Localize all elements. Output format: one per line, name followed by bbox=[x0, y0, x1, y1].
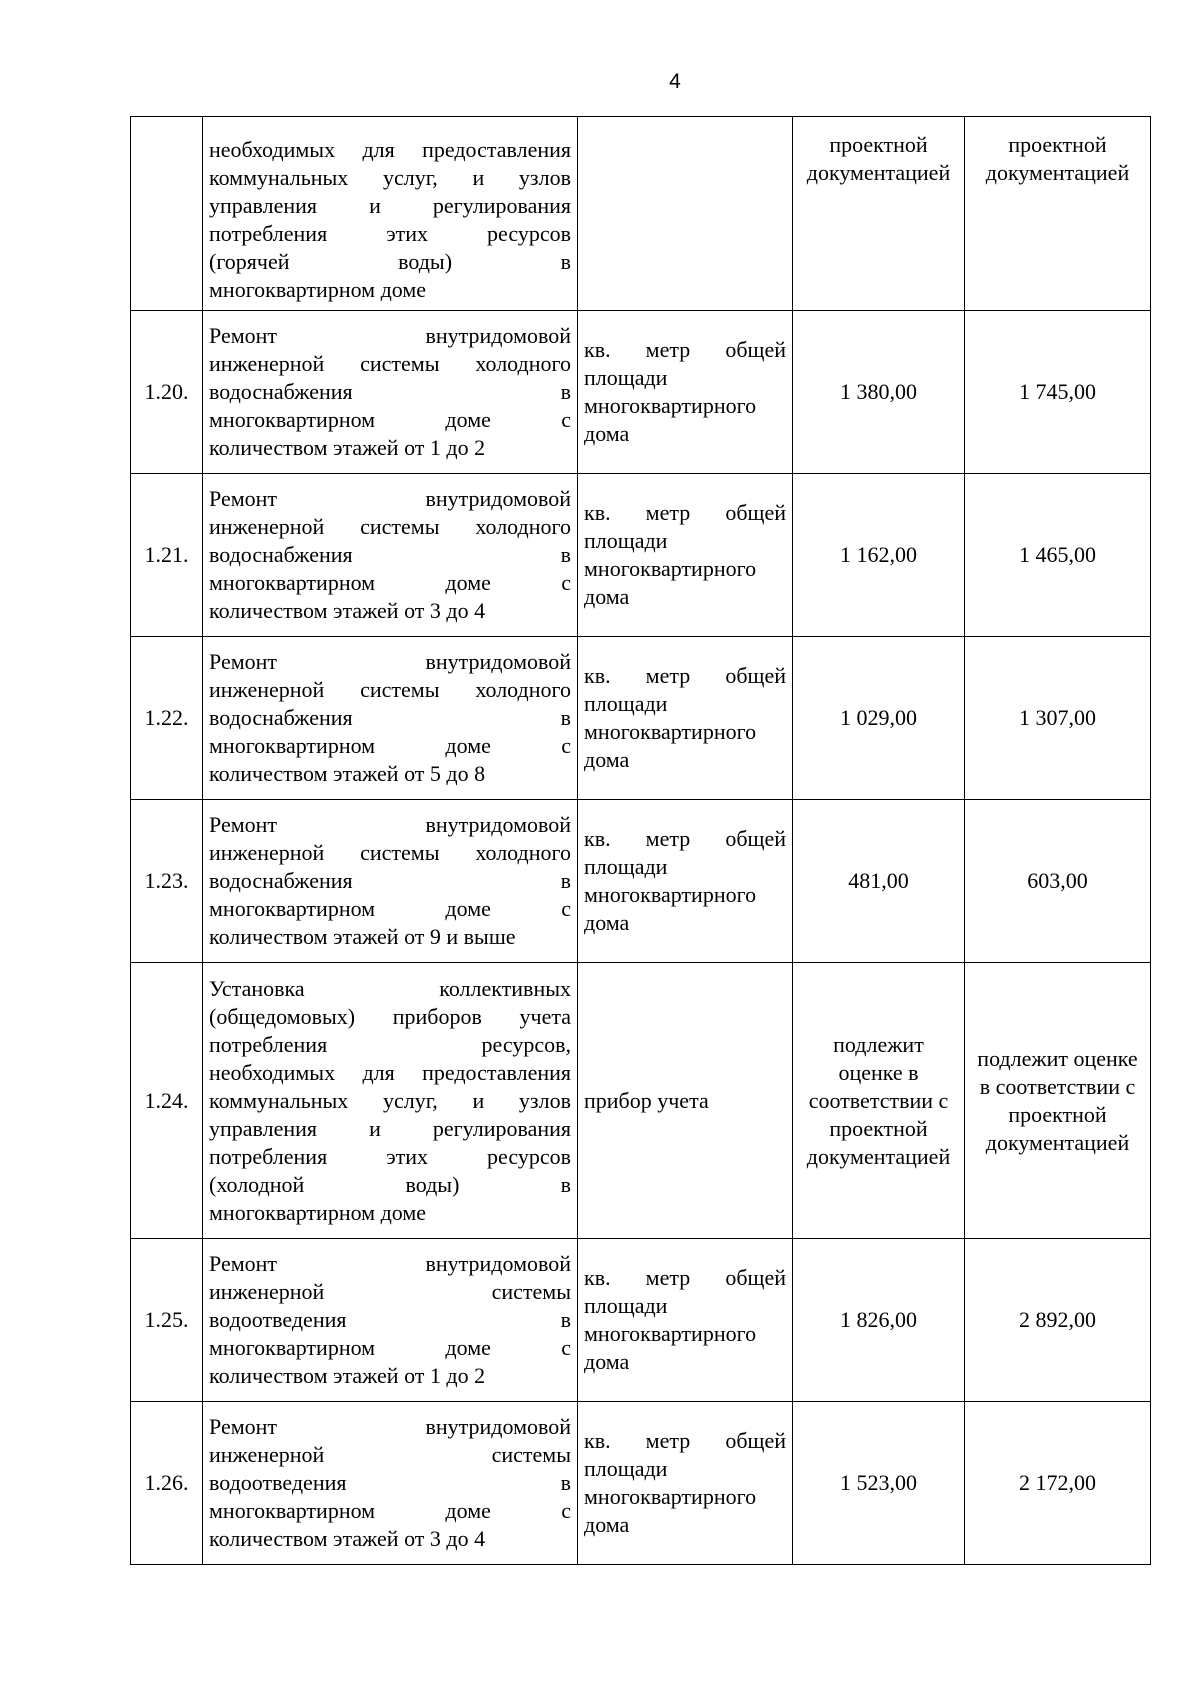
cost-value-1: 1 826,00 bbox=[793, 1239, 965, 1402]
page-number: 4 bbox=[669, 70, 681, 93]
description-line: количеством этажей от 3 до 4 bbox=[209, 598, 486, 623]
description-line: (холодной воды) в bbox=[209, 1171, 571, 1197]
table-row bbox=[131, 963, 1151, 1239]
table-row bbox=[131, 1239, 1151, 1402]
unit-of-measure: кв. метр общей площади многоквартирного дома bbox=[578, 800, 793, 963]
table-row bbox=[131, 1402, 1151, 1565]
unit-of-measure: кв. метр общей площади многоквартирного дома bbox=[578, 637, 793, 800]
work-description bbox=[203, 1402, 578, 1565]
unit-of-measure: кв. метр общей площади многоквартирного дома bbox=[578, 474, 793, 637]
item-number: 1.20. bbox=[131, 311, 203, 474]
description-line: (горячей воды) в bbox=[209, 248, 571, 274]
description-line: многоквартирном доме с bbox=[209, 1498, 571, 1523]
description-line: (общедомовых) приборов учета bbox=[209, 1003, 571, 1029]
unit-of-measure: кв. метр общей площади многоквартирного дома bbox=[578, 1239, 793, 1402]
description-line: коммунальных услуг, и узлов bbox=[209, 1087, 571, 1113]
table-row bbox=[131, 800, 1151, 963]
work-description bbox=[203, 117, 578, 311]
item-number: 1.26. bbox=[131, 1402, 203, 1565]
description-line: количеством этажей от 1 до 2 bbox=[209, 1363, 486, 1388]
cost-value-1: 1 162,00 bbox=[793, 474, 965, 637]
description-line: потребления этих ресурсов bbox=[209, 220, 571, 246]
description-line: инженерной системы bbox=[209, 1442, 571, 1467]
cost-value-2: 2 892,00 bbox=[965, 1239, 1151, 1402]
description-line: водоснабжения в bbox=[209, 379, 571, 404]
item-number: 1.25. bbox=[131, 1239, 203, 1402]
cost-value-2: 2 172,00 bbox=[965, 1402, 1151, 1565]
description-line: водоснабжения в bbox=[209, 542, 571, 567]
item-number: 1.22. bbox=[131, 637, 203, 800]
unit-of-measure: кв. метр общей площади многоквартирного дома bbox=[578, 311, 793, 474]
description-line: необходимых для предоставления bbox=[209, 136, 571, 162]
description-line: многоквартирном доме с bbox=[209, 896, 571, 921]
description-line: водоотведения в bbox=[209, 1470, 571, 1495]
unit-of-measure: прибор учета bbox=[578, 963, 793, 1239]
table-row bbox=[131, 637, 1151, 800]
unit-of-measure: кв. метр общей площади многоквартирного дома bbox=[578, 1402, 793, 1565]
description-line: водоснабжения в bbox=[209, 868, 571, 893]
item-number: 1.24. bbox=[131, 963, 203, 1239]
description-line: Ремонт внутридомовой bbox=[209, 486, 571, 511]
description-line: количеством этажей от 3 до 4 bbox=[209, 1526, 486, 1551]
description-line: многоквартирном доме bbox=[209, 1199, 427, 1225]
cost-value-2: 1 745,00 bbox=[965, 311, 1151, 474]
description-line: инженерной системы холодного bbox=[209, 351, 571, 376]
description-line: Ремонт внутридомовой bbox=[209, 1414, 571, 1439]
table-row bbox=[131, 474, 1151, 637]
rates-table-body bbox=[131, 117, 1151, 1565]
description-line: Ремонт внутридомовой bbox=[209, 323, 571, 348]
description-line: инженерной системы холодного bbox=[209, 840, 571, 865]
description-line: необходимых для предоставления bbox=[209, 1059, 571, 1085]
description-line: многоквартирном доме с bbox=[209, 1335, 571, 1360]
table-row bbox=[131, 311, 1151, 474]
cost-value-2: подлежит оценке в соответствии с проектной документацией bbox=[965, 963, 1151, 1239]
description-line: многоквартирном доме с bbox=[209, 733, 571, 758]
description-line: потребления этих ресурсов bbox=[209, 1143, 571, 1169]
description-line: Ремонт внутридомовой bbox=[209, 1251, 571, 1276]
description-line: водоотведения в bbox=[209, 1307, 571, 1332]
description-line: управления и регулирования bbox=[209, 192, 571, 218]
work-description bbox=[203, 963, 578, 1239]
description-line: многоквартирном доме bbox=[209, 276, 427, 302]
cost-value-1: 1 523,00 bbox=[793, 1402, 965, 1565]
description-line: количеством этажей от 5 до 8 bbox=[209, 761, 486, 786]
description-line: инженерной системы холодного bbox=[209, 514, 571, 539]
work-description bbox=[203, 637, 578, 800]
description-line: коммунальных услуг, и узлов bbox=[209, 164, 571, 190]
table-row bbox=[131, 117, 1151, 311]
cost-value-1: подлежит оценке в соответствии с проектной документацией bbox=[793, 963, 965, 1239]
description-line: Ремонт внутридомовой bbox=[209, 649, 571, 674]
cost-value-1: проектной документацией bbox=[793, 117, 965, 311]
cost-value-1: 481,00 bbox=[793, 800, 965, 963]
rates-table bbox=[130, 116, 1151, 1565]
cost-value-1: 1 029,00 bbox=[793, 637, 965, 800]
item-number: 1.21. bbox=[131, 474, 203, 637]
cost-value-2: 1 307,00 bbox=[965, 637, 1151, 800]
work-description bbox=[203, 800, 578, 963]
description-line: многоквартирном доме с bbox=[209, 407, 571, 432]
description-line: количеством этажей от 1 до 2 bbox=[209, 435, 486, 460]
work-description bbox=[203, 311, 578, 474]
work-description bbox=[203, 474, 578, 637]
description-line: количеством этажей от 9 и выше bbox=[209, 924, 516, 949]
description-line: управления и регулирования bbox=[209, 1115, 571, 1141]
description-line: Ремонт внутридомовой bbox=[209, 812, 571, 837]
work-description bbox=[203, 1239, 578, 1402]
unit-of-measure bbox=[578, 117, 793, 311]
item-number: 1.23. bbox=[131, 800, 203, 963]
cost-value-2: 603,00 bbox=[965, 800, 1151, 963]
cost-value-2: проектной документацией bbox=[965, 117, 1151, 311]
description-line: Установка коллективных bbox=[209, 975, 571, 1001]
item-number bbox=[131, 117, 203, 311]
description-line: инженерной системы холодного bbox=[209, 677, 571, 702]
description-line: инженерной системы bbox=[209, 1279, 571, 1304]
description-line: многоквартирном доме с bbox=[209, 570, 571, 595]
cost-value-2: 1 465,00 bbox=[965, 474, 1151, 637]
cost-value-1: 1 380,00 bbox=[793, 311, 965, 474]
description-line: водоснабжения в bbox=[209, 705, 571, 730]
description-line: потребления ресурсов, bbox=[209, 1031, 571, 1057]
